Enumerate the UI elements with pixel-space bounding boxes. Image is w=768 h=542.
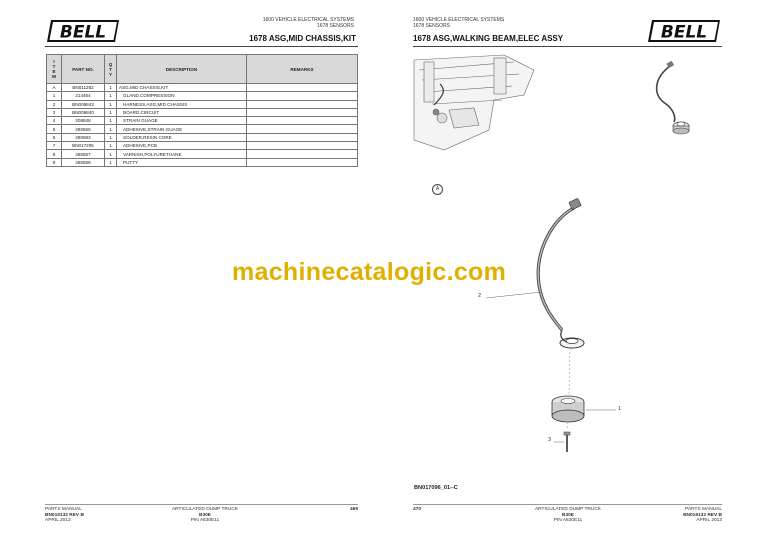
section-line1: 1600 VEHICLE ELECTRICAL SYSTEMS bbox=[413, 17, 505, 23]
callout-2: 2 bbox=[478, 293, 482, 299]
bell-logo-text: BELL bbox=[59, 22, 107, 43]
table-header-row bbox=[47, 55, 358, 84]
parts-table bbox=[46, 54, 358, 167]
table-row: 4 208848 1 STRAIN GUAGE bbox=[47, 117, 358, 125]
footer-rule bbox=[45, 504, 358, 505]
callout-3: 3 bbox=[548, 437, 552, 443]
section-header bbox=[262, 17, 354, 29]
bell-logo-graphic bbox=[45, 18, 121, 44]
table-row: 2 BN008843 1 HARNESS,ASG,MID CHASSIS bbox=[47, 100, 358, 108]
col-item-header: I T E M bbox=[47, 55, 62, 84]
footer-center: ARTICULATED DUMP TRUCK B30E PIN A830E11 bbox=[534, 507, 601, 524]
table-row: 3 BN008840 1 BOARD,CIRCUIT bbox=[47, 108, 358, 116]
chassis-inset-image bbox=[414, 55, 534, 150]
header-rule bbox=[45, 46, 358, 47]
col-partno-header: PART NO. bbox=[62, 55, 105, 84]
col-remarks-header: REMARKS bbox=[247, 55, 358, 84]
sensor-assembly-drawing bbox=[486, 198, 616, 452]
table-row: 1 214454 1 GLAND,COMPRESSION bbox=[47, 92, 358, 100]
page-number: 469 bbox=[349, 507, 358, 512]
table-row: 5 280556 1 ADHESIVE,STRAIN GUAGE bbox=[47, 125, 358, 133]
section-line2: 1678 SENSORS bbox=[317, 23, 354, 29]
footer-center: ARTICULATED DUMP TRUCK B30E PIN A830E11 bbox=[171, 507, 238, 524]
table-row: 7 BN017205 1 ADHESIVE,PCB bbox=[47, 142, 358, 150]
table-row: 6 280683 1 SOLDER,RESIN CORE bbox=[47, 133, 358, 141]
section-line1: 1600 VEHICLE ELECTRICAL SYSTEMS bbox=[262, 17, 354, 23]
figure-reference: BN017096_01--C bbox=[414, 485, 458, 491]
col-qty-header: Q T Y bbox=[105, 55, 117, 84]
sensor-thumbnail-image bbox=[657, 61, 689, 134]
watermark: machinecatalogic.com bbox=[232, 258, 507, 286]
table-row: 8 280557 1 VARNISH,POLYURETHANE bbox=[47, 150, 358, 158]
page-title: 1678 ASG,WALKING BEAM,ELEC ASSY bbox=[413, 34, 564, 43]
section-line2: 1678 SENSORS bbox=[413, 23, 450, 29]
col-description-header: DESCRIPTION bbox=[117, 55, 247, 84]
footer-rule bbox=[413, 504, 722, 505]
bell-logo bbox=[45, 18, 121, 44]
page-title: 1678 ASG,MID CHASSIS,KIT bbox=[249, 34, 356, 43]
page-number: 470 bbox=[413, 507, 422, 512]
callout-1: 1 bbox=[618, 406, 622, 412]
table-row: 9 280558 1 PUTTY bbox=[47, 158, 358, 166]
footer-left: PARTS MANUAL BN019132 REV B APRIL 2013 bbox=[45, 507, 84, 524]
figure-label-a: A bbox=[432, 184, 443, 195]
table-row: A BN011282 1 ASG,MID CHASSIS,KIT bbox=[47, 84, 358, 92]
bell-logo-text: BELL bbox=[660, 22, 708, 43]
footer-right: PARTS MANUAL BN019132 REV B APRIL 2013 bbox=[683, 507, 722, 524]
